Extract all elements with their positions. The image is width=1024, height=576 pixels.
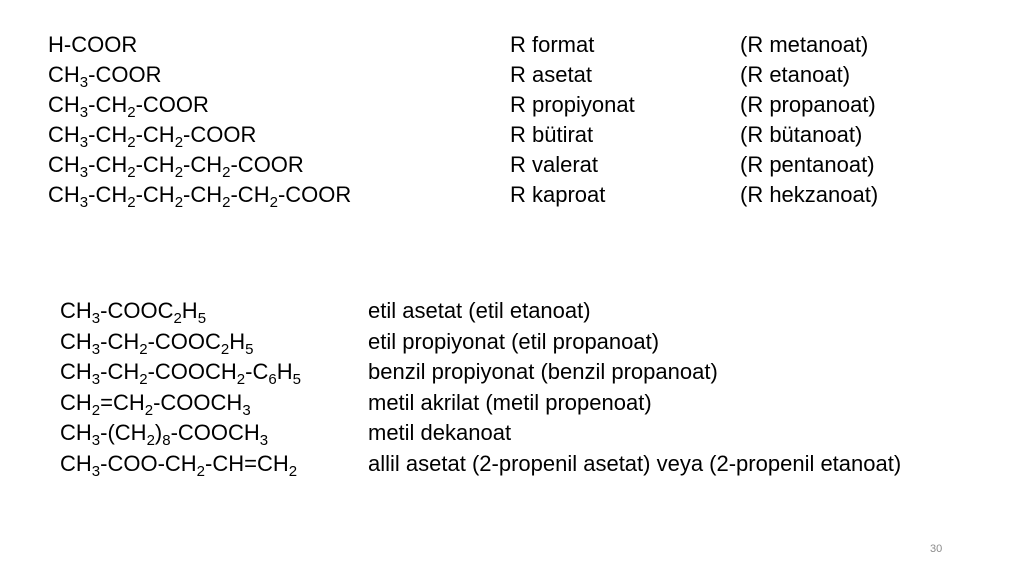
iupac-name: (R etanoat) [740,62,851,87]
common-name: R propiyonat [510,92,635,117]
formula-text: CH [60,420,92,446]
formula-subscript: 3 [259,432,269,450]
formula-text: H [276,359,293,385]
iupac-name: (R hekzanoat) [740,182,879,207]
formula-subscript: 2 [220,340,230,358]
formula-text: CH [60,451,92,476]
formula-text: -COOR [135,92,209,117]
formula-subscript: 2 [173,310,182,327]
formula-text: -COOR [183,122,257,147]
formula-subscript: 3 [91,463,101,480]
formula-text: CH [48,92,80,117]
formula-subscript: 2 [139,340,148,358]
formula-text: -(CH [100,420,147,446]
ester-formula [60,449,297,479]
formula-text: H-COOR [48,32,138,57]
ester-name: benzil propiyonat (benzil propanoat) [368,359,718,385]
formula-subscript: 2 [174,164,184,181]
formula-subscript: 2 [196,463,206,480]
ester-naming-table-general [48,30,948,210]
formula-subscript: 2 [127,134,136,151]
common-name: R format [510,32,595,57]
formula-text: CH [48,152,80,177]
common-name: R asetat [510,62,592,87]
ester-formula [60,418,268,448]
formula-subscript: 2 [174,194,184,211]
formula-subscript: 3 [91,340,101,358]
iupac-name: (R propanoat) [740,92,876,117]
ester-formula [48,60,161,90]
formula-text: -CH [100,359,140,385]
formula-text: H [229,328,246,354]
formula-text: -COOCH [170,420,260,446]
formula-subscript: 8 [162,432,171,450]
formula-subscript: 2 [222,194,231,211]
formula-subscript: 2 [139,371,148,389]
formula-text: H [181,298,198,323]
formula-text: -COOR [230,152,304,177]
ester-name: etil propiyonat (etil propanoat) [368,328,660,354]
ester-name: metil dekanoat [368,420,512,446]
ester-formula [60,296,206,326]
formula-text: -CH [183,152,223,177]
formula-text: CH [60,359,92,385]
formula-subscript: 2 [144,401,154,419]
ester-formula [48,150,304,180]
formula-subscript: 2 [127,194,136,211]
formula-text: -CH [135,182,175,207]
formula-subscript: 2 [288,463,298,480]
common-name: R kaproat [510,182,606,207]
common-name: R valerat [510,152,599,177]
ester-formula [48,120,256,150]
formula-text: CH [60,328,92,354]
iupac-name: (R metanoat) [740,32,869,57]
formula-text: ) [154,420,163,446]
formula-text: CH [48,182,80,207]
ester-formula [48,30,137,60]
common-name: R bütirat [510,122,594,147]
formula-subscript: 3 [91,371,101,389]
formula-subscript: 5 [197,310,207,327]
formula-text: CH [60,389,92,415]
formula-subscript: 3 [91,432,101,450]
formula-text: -CH=CH [205,451,289,476]
formula-text: -C [245,359,269,385]
formula-text: -COOCH [147,359,237,385]
formula-text: -COOC [147,328,221,354]
formula-text: -CH [100,328,140,354]
formula-text: CH [60,298,92,323]
formula-text: -CH [88,182,128,207]
formula-subscript: 3 [79,104,89,121]
ester-examples-table [60,296,1010,486]
ester-name: allil asetat (2-propenil asetat) veya (2-propenil etanoat) [368,451,902,476]
formula-subscript: 2 [91,401,101,419]
iupac-name: (R pentanoat) [740,152,875,177]
ester-formula [48,90,209,120]
formula-text: -CH [135,122,175,147]
formula-subscript: 2 [146,432,155,450]
formula-subscript: 2 [127,104,136,121]
formula-text: =CH [100,389,145,415]
ester-formula [60,357,301,387]
page-number: 30 [930,543,943,555]
formula-subscript: 2 [174,134,184,151]
ester-formula [48,180,351,210]
ester-formula [60,327,253,357]
formula-subscript: 3 [79,134,89,151]
formula-subscript: 3 [79,194,89,211]
formula-text: -COOCH [153,389,243,415]
formula-text: -CH [88,152,128,177]
formula-text: -COOR [88,62,162,87]
formula-subscript: 5 [245,340,254,358]
iupac-name: (R bütanoat) [740,122,863,147]
ester-formula [60,388,251,418]
formula-text: -COOC [100,298,174,323]
formula-subscript: 6 [268,371,277,389]
formula-subscript: 2 [269,194,278,211]
formula-subscript: 2 [236,371,246,389]
formula-text: CH [48,62,80,87]
formula-text: -CH [88,92,128,117]
formula-subscript: 5 [292,371,301,389]
ester-name: etil asetat (etil etanoat) [368,298,591,323]
formula-subscript: 3 [79,74,89,91]
formula-text: -CH [88,122,128,147]
formula-text: -CH [183,182,223,207]
formula-subscript: 2 [127,164,136,181]
formula-text: -COO-CH [100,451,197,476]
formula-subscript: 2 [222,164,231,181]
formula-text: CH [48,122,80,147]
formula-text: -CH [135,152,175,177]
formula-subscript: 3 [79,164,89,181]
formula-subscript: 3 [91,310,101,327]
formula-text: -CH [230,182,270,207]
formula-text: -COOR [277,182,352,207]
formula-subscript: 3 [242,401,251,419]
ester-name: metil akrilat (metil propenoat) [368,389,652,415]
